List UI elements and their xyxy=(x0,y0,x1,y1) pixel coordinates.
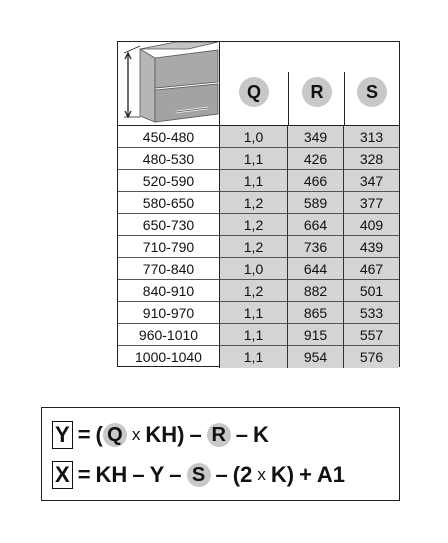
var-x-box: X xyxy=(52,461,73,489)
table-row xyxy=(118,346,399,368)
table-row xyxy=(118,324,399,346)
table-row xyxy=(118,170,399,192)
q-cell: 1,0 xyxy=(220,258,288,280)
s-cell: 533 xyxy=(344,302,399,324)
close-paren: ) xyxy=(177,422,185,447)
s-cell: 501 xyxy=(344,280,399,302)
formula-box xyxy=(41,407,400,501)
table-row xyxy=(118,192,399,214)
open-paren: ( xyxy=(232,462,241,487)
range-cell: 960-1010 xyxy=(118,324,220,346)
header-col-r xyxy=(288,72,345,125)
minus-sign: – xyxy=(132,462,145,487)
k-term: K xyxy=(270,462,287,487)
r-cell: 915 xyxy=(288,324,344,346)
open-paren: ( xyxy=(95,422,103,447)
range-cell: 650-730 xyxy=(118,214,220,236)
s-cell: 467 xyxy=(344,258,399,280)
q-cell: 1,1 xyxy=(220,346,288,368)
range-cell: 770-840 xyxy=(118,258,220,280)
q-badge: Q xyxy=(103,423,127,447)
a1-term: A1 xyxy=(316,462,346,487)
table-header xyxy=(118,42,399,126)
range-cell: 480-530 xyxy=(118,148,220,170)
q-cell: 1,2 xyxy=(220,192,288,214)
times-sign: x xyxy=(131,425,141,444)
s-cell: 347 xyxy=(344,170,399,192)
s-badge: S xyxy=(187,463,211,487)
s-cell: 439 xyxy=(344,236,399,258)
r-cell: 589 xyxy=(288,192,344,214)
q-cell: 1,1 xyxy=(220,302,288,324)
header-col-q xyxy=(220,42,288,125)
r-cell: 865 xyxy=(288,302,344,324)
cabinet-illustration xyxy=(118,42,220,125)
range-cell: 1000-1040 xyxy=(118,346,220,368)
minus-sign: – xyxy=(235,422,248,447)
r-cell: 736 xyxy=(288,236,344,258)
close-paren: ) xyxy=(286,462,295,487)
q-cell: 1,1 xyxy=(220,170,288,192)
s-cell: 409 xyxy=(344,214,399,236)
table-row xyxy=(118,236,399,258)
s-cell: 576 xyxy=(344,346,399,368)
r-cell: 426 xyxy=(288,148,344,170)
r-badge: R xyxy=(207,423,231,447)
table-row xyxy=(118,302,399,324)
r-cell: 644 xyxy=(288,258,344,280)
table-row xyxy=(118,280,399,302)
q-cell: 1,1 xyxy=(220,324,288,346)
formula-x xyxy=(52,458,345,492)
q-cell: 1,2 xyxy=(220,236,288,258)
range-cell: 710-790 xyxy=(118,236,220,258)
two-term: 2 xyxy=(240,462,253,487)
q-cell: 1,2 xyxy=(220,214,288,236)
q-cell: 1,1 xyxy=(220,148,288,170)
r-cell: 882 xyxy=(288,280,344,302)
q-cell: 1,2 xyxy=(220,280,288,302)
s-cell: 328 xyxy=(344,148,399,170)
range-cell: 910-970 xyxy=(118,302,220,324)
col-r-badge: R xyxy=(302,77,332,107)
times-sign: x xyxy=(257,465,266,484)
equals-sign: = xyxy=(77,462,91,487)
minus-sign: – xyxy=(189,422,202,447)
r-cell: 466 xyxy=(288,170,344,192)
range-cell: 520-590 xyxy=(118,170,220,192)
r-cell: 349 xyxy=(288,126,344,148)
cabinet-icon xyxy=(118,42,220,125)
s-cell: 557 xyxy=(344,324,399,346)
minus-sign: – xyxy=(215,462,228,487)
r-cell: 664 xyxy=(288,214,344,236)
kh-term: KH xyxy=(145,422,178,447)
table-row xyxy=(118,214,399,236)
plus-sign: + xyxy=(299,462,312,487)
header-col-s xyxy=(344,72,400,125)
s-cell: 313 xyxy=(344,126,399,148)
table-body xyxy=(118,126,399,368)
minus-sign: – xyxy=(169,462,182,487)
range-cell: 580-650 xyxy=(118,192,220,214)
formula-y xyxy=(52,418,269,452)
col-s-badge: S xyxy=(357,77,387,107)
equals-sign: = xyxy=(77,422,91,447)
table-row xyxy=(118,126,399,148)
y-term: Y xyxy=(149,462,165,487)
dimension-table xyxy=(117,41,400,367)
table-row xyxy=(118,258,399,280)
r-cell: 954 xyxy=(288,346,344,368)
range-cell: 840-910 xyxy=(118,280,220,302)
table-row xyxy=(118,148,399,170)
range-cell: 450-480 xyxy=(118,126,220,148)
kh-term: KH xyxy=(95,462,128,487)
var-y-box: Y xyxy=(52,421,73,449)
col-q-badge: Q xyxy=(239,77,269,107)
q-cell: 1,0 xyxy=(220,126,288,148)
s-cell: 377 xyxy=(344,192,399,214)
k-term: K xyxy=(252,422,269,447)
